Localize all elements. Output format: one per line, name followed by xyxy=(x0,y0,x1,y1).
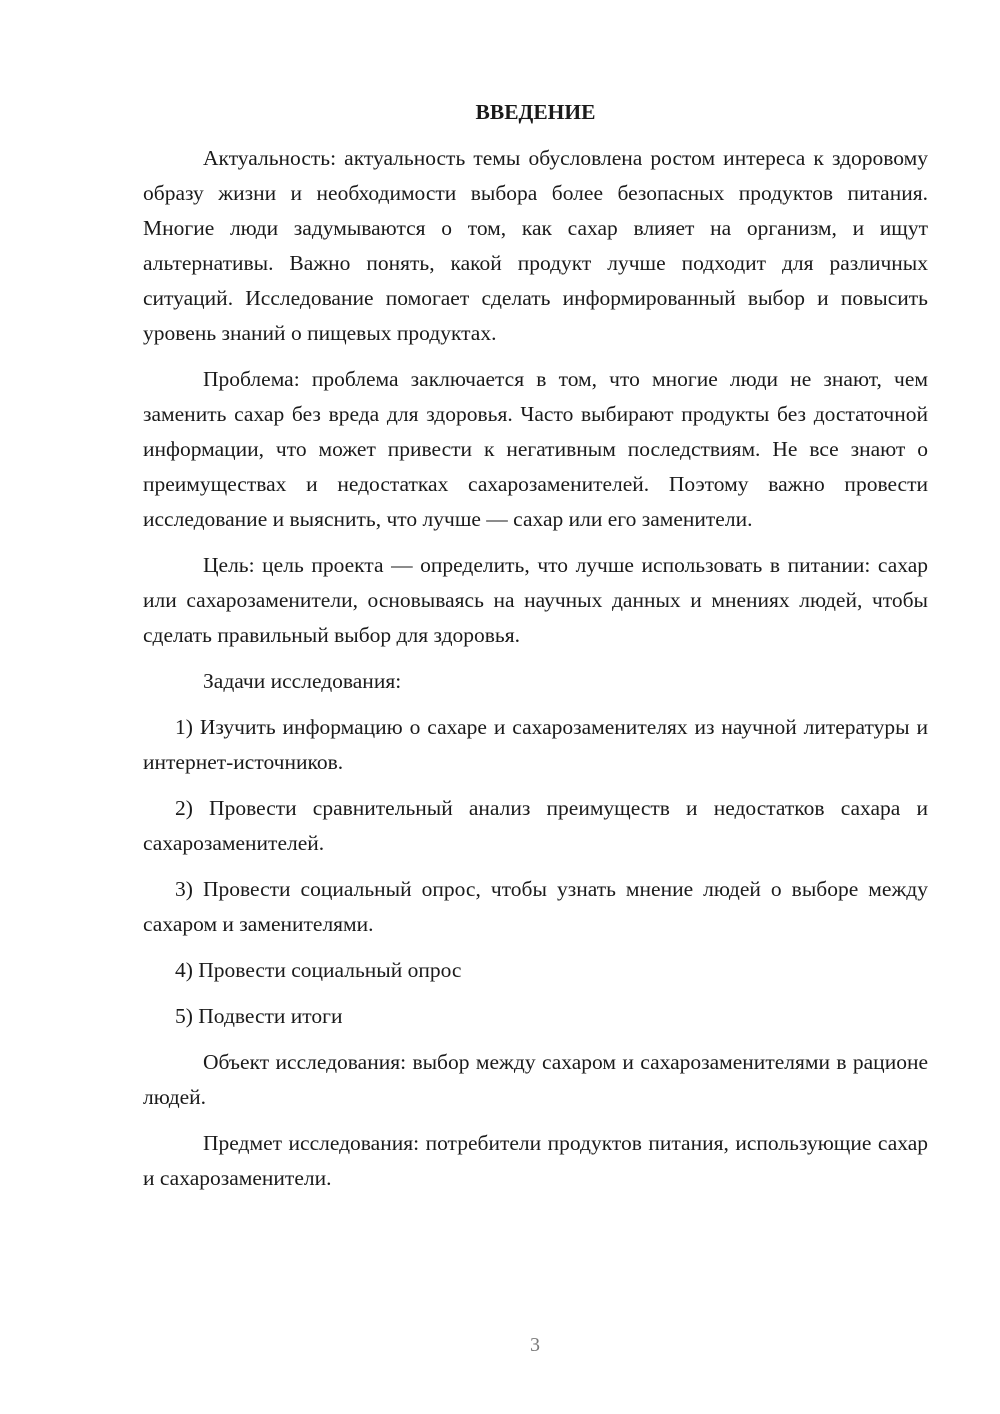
object-paragraph: Объект исследования: выбор между сахаром и сахарозаменителями в рационе людей. xyxy=(143,1050,928,1109)
tasks-heading: Задачи исследования: xyxy=(203,669,402,693)
task-item: 4) Провести социальный опрос xyxy=(175,958,462,982)
page-title: ВВЕДЕНИЕ xyxy=(475,100,596,124)
page-number: 3 xyxy=(530,1334,540,1356)
goal-paragraph: Цель: цель проекта — определить, что лучше использовать в питании: сахар или сахарозаменители, основываясь на научных данных и мнениях людей, чтобы сделать правильный выбор для здоровья. xyxy=(143,553,928,647)
task-item: 2) Провести сравнительный анализ преимуществ и недостатков сахара и сахарозаменителей. xyxy=(143,796,928,855)
task-item: 3) Провести социальный опрос, чтобы узнать мнение людей о выборе между сахаром и заменителями. xyxy=(143,877,928,936)
subject-paragraph: Предмет исследования: потребители продуктов питания, использующие сахар и сахарозаменители. xyxy=(143,1131,928,1190)
task-item: 1) Изучить информацию о сахаре и сахарозаменителях из научной литературы и интернет-источников. xyxy=(143,715,928,774)
relevance-paragraph: Актуальность: актуальность темы обусловлена ростом интереса к здоровому образу жизни и необходимости выбора более безопасных продуктов питания. Многие люди задумываются о том, как сахар влияет на организм, и ищут альтернативы. Важно понять, какой продукт лучше подходит для различных ситуаций. Исследование помогает сделать информированный выбор и повысить уровень знаний о пищевых продуктах. xyxy=(143,146,928,345)
problem-paragraph: Проблема: проблема заключается в том, что многие люди не знают, чем заменить сахар без вреда для здоровья. Часто выбирают продукты без достаточной информации, что может привести к негативным последствиям. Не все знают о преимуществах и недостатках сахарозаменителей. Поэтому важно провести исследование и выяснить, что лучше — сахар или его заменители. xyxy=(143,367,928,531)
page-content xyxy=(143,95,928,1207)
task-item: 5) Подвести итоги xyxy=(175,1004,343,1028)
